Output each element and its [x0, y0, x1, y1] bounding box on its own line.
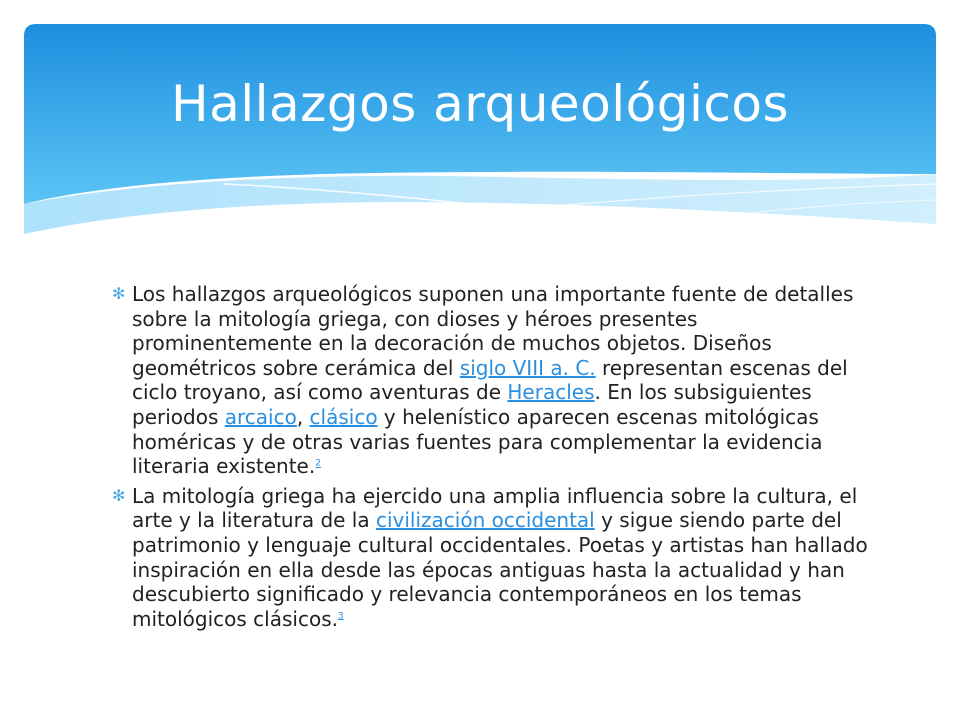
asterisk-bullet-icon: ✻	[112, 284, 126, 303]
footnote-link-3[interactable]: 3	[337, 611, 344, 622]
link-civilizacion-occidental[interactable]: civilización occidental	[375, 508, 595, 533]
paragraph-text: La mitología griega ha ejercido una amplia influencia sobre la cultura, el arte y la literatura de la	[132, 483, 858, 533]
header-banner	[24, 24, 936, 264]
paragraph-text: representan escenas del ciclo troyano, así como aventuras de	[132, 355, 848, 405]
link-arcaico[interactable]: arcaico	[224, 404, 297, 429]
slide-title: Hallazgos arqueológicos	[170, 75, 790, 133]
paragraph-text: y sigue siendo parte del patrimonio y lenguaje cultural occidentales. Poetas y artistas han hallado inspiración en ella desde las épocas antiguas hasta la actualidad y han descubierto significado y relevancia contemporáneos en los temas mitológicos clásicos.	[132, 508, 868, 631]
paragraph-text: y helenístico aparecen escenas mitológicas homéricas y de otras varias fuentes para complementar la evidencia literaria existente.	[132, 404, 823, 479]
slide-body	[112, 282, 872, 636]
paragraph-text: ,	[296, 404, 310, 429]
bullet-paragraph-2	[112, 484, 872, 632]
paragraph-text: Los hallazgos arqueológicos suponen una importante fuente de detalles sobre la mitología griega, con dioses y héroes presentes prominentemente en la decoración de muchos objetos. Diseños geométricos sobre cerámica del	[132, 282, 854, 380]
paragraph-text: . En los subsiguientes periodos	[132, 380, 812, 429]
footnote-link-2[interactable]: 2	[315, 458, 321, 469]
link-heracles[interactable]: Heracles	[507, 380, 595, 405]
asterisk-bullet-icon: ✻	[112, 485, 126, 505]
link-clasico[interactable]: clásico	[309, 404, 378, 429]
link-siglo-viii[interactable]: siglo VIII a. C.	[459, 355, 596, 380]
footnote-ref	[338, 611, 344, 621]
header-wave-graphic	[24, 24, 936, 264]
footnote-ref	[315, 459, 321, 469]
bullet-paragraph-1	[112, 282, 872, 479]
